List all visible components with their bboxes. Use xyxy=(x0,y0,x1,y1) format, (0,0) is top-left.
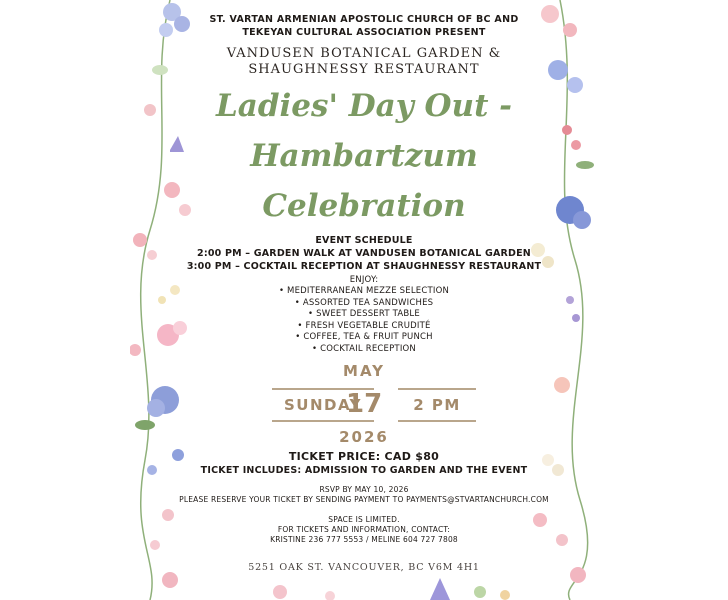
ticket-price: TICKET PRICE: CAD $80 xyxy=(288,450,440,463)
event-poster xyxy=(130,0,598,600)
rsvp-deadline: RSVP BY MAY 10, 2026 xyxy=(319,485,409,494)
enjoy-item: • FRESH VEGETABLE CRUDITÉ xyxy=(297,320,431,331)
event-time: 2 PM xyxy=(413,396,461,414)
title-line-1: Ladies' Day Out - xyxy=(215,88,513,124)
enjoy-item: • SWEET DESSERT TABLE xyxy=(308,309,420,319)
space-limited: SPACE IS LIMITED. xyxy=(328,515,400,524)
enjoy-item: • MEDITERRANEAN MEZZE SELECTION xyxy=(278,286,450,296)
rule-right-bottom xyxy=(398,420,476,422)
title-line-2: Hambartzum xyxy=(250,138,478,174)
presenter-line-1: ST. VARTAN ARMENIAN APOSTOLIC CHURCH OF BC AND xyxy=(209,14,519,25)
event-month: MAY xyxy=(343,362,385,380)
schedule-heading: EVENT SCHEDULE xyxy=(315,235,413,246)
rule-right-top xyxy=(398,388,476,390)
event-address: 5251 OAK ST. VANCOUVER, BC V6M 4H1 xyxy=(248,562,480,573)
schedule-item-2: 3:00 PM – COCKTAIL RECEPTION AT SHAUGHNESSY RESTAURANT xyxy=(186,261,542,272)
enjoy-item: • ASSORTED TEA SANDWICHES xyxy=(294,297,434,308)
venue-line-2: SHAUGHNESSY RESTAURANT xyxy=(248,62,480,77)
bottom-flowers xyxy=(273,578,510,600)
rsvp-instructions: PLEASE RESERVE YOUR TICKET BY SENDING PAYMENT TO PAYMENTS@STVARTANCHURCH.COM xyxy=(179,495,549,504)
presenter-line-2: TEKEYAN CULTURAL ASSOCIATION PRESENT xyxy=(242,27,486,38)
contact-info: FOR TICKETS AND INFORMATION, CONTACT: xyxy=(277,525,451,534)
event-year: 2026 xyxy=(339,428,389,446)
enjoy-item: • COFFEE, TEA & FRUIT PUNCH xyxy=(295,332,433,342)
enjoy-item: • COCKTAIL RECEPTION xyxy=(312,343,416,354)
title-line-3: Celebration xyxy=(262,188,466,224)
date-row xyxy=(130,388,598,424)
event-day: 17 xyxy=(346,389,383,419)
ticket-includes: TICKET INCLUDES: ADMISSION TO GARDEN AND THE EVENT xyxy=(200,465,528,476)
contact-names: KRISTINE 236 777 5553 / MELINE 604 727 7808 xyxy=(270,535,458,544)
enjoy-heading: ENJOY: xyxy=(349,275,379,285)
schedule-item-1: 2:00 PM – GARDEN WALK AT VANDUSEN BOTANICAL GARDEN xyxy=(197,248,531,259)
venue-line-1: VANDUSEN BOTANICAL GARDEN & xyxy=(226,46,502,61)
rule-left-bottom xyxy=(272,420,374,422)
event-weekday: SUNDAY xyxy=(283,396,363,414)
